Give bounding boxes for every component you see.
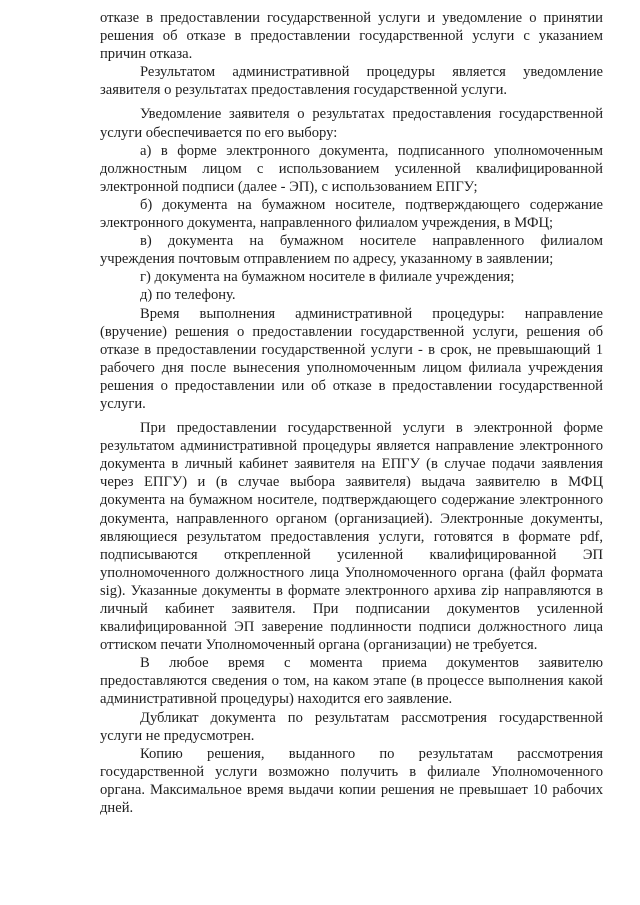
list-item-v: в) документа на бумажном носителе направленного филиалом учреждения почтовым отправлением по адресу, указанному в заявлении; [100, 233, 603, 268]
paragraph-status: В любое время с момента приема документов заявителю предоставляются сведения о том, на каком этапе (в процессе выполнения какой административной процедуры) находится его заявление. [100, 655, 603, 708]
paragraph-continuation: отказе в предоставлении государственной услуги и уведомление о принятии решения об отказе в предоставлении государственной услуги с указанием причин отказа. [100, 10, 603, 63]
paragraph-notification: Уведомление заявителя о результатах предоставления государственной услуги обеспечивается по его выбору: [100, 106, 603, 141]
list-item-b: б) документа на бумажном носителе, подтверждающего содержание электронного документа, направленного филиалом учреждения, в МФЦ; [100, 196, 603, 232]
paragraph-duplicate: Дубликат документа по результатам рассмотрения государственной услуги не предусмотрен. [100, 709, 603, 744]
paragraph-electronic: При предоставлении государственной услуги в электронной форме результатом административной процедуры является направление электронного документа в личный кабинет заявителя на ЕПГУ (в случае подачи заявления через ЕПГУ) и (в случае выбора заявителя) выдача заявителю в МФЦ документа на бумажном носителе, подтверждающего содержание электронного документа, направленного органом (организацией). Электронные документы, являющиеся результатом предоставления услуги, готовятся в формате pdf, подписываются открепленной усиленной квалифицированной ЭП уполномоченного должностного лица Уполномоченного органа (файл формата sig). Указанные документы в формате электронного архива zip направляются в личный кабинет заявителя. При подписании документов усиленной квалифицированной ЭП заверение подлинности подписи должностного лица оттиском печати Уполномоченный органа (организации) не требуется. [100, 420, 603, 654]
paragraph-time: Время выполнения административной процедуры: направление (вручение) решения о предоставлении государственной услуги, решения об отказе в предоставлении государственной услуги - в срок, не превышающий 1 рабочего дня после вынесения уполномоченным лицом филиала учреждения решения о предоставлении или об отказе в предоставлении государственной услуги. [100, 305, 603, 412]
paragraph-result: Результатом административной процедуры является уведомление заявителя о результатах предоставления государственной услуги. [100, 64, 603, 99]
list-item-a: а) в форме электронного документа, подписанного уполномоченным должностным лицом с использованием усиленной квалифицированной электронной подписи (далее - ЭП), с использованием ЕПГУ; [100, 142, 603, 195]
list-item-d: д) по телефону. [140, 287, 236, 304]
paragraph-copy: Копию решения, выданного по результатам рассмотрения государственной услуги возможно получить в филиале Уполномоченного органа. Максимальное время выдачи копии решения не превышает 10 рабочих дней. [100, 745, 603, 817]
list-item-g: г) документа на бумажном носителе в филиале учреждения; [140, 269, 515, 286]
document-body [100, 9, 603, 817]
